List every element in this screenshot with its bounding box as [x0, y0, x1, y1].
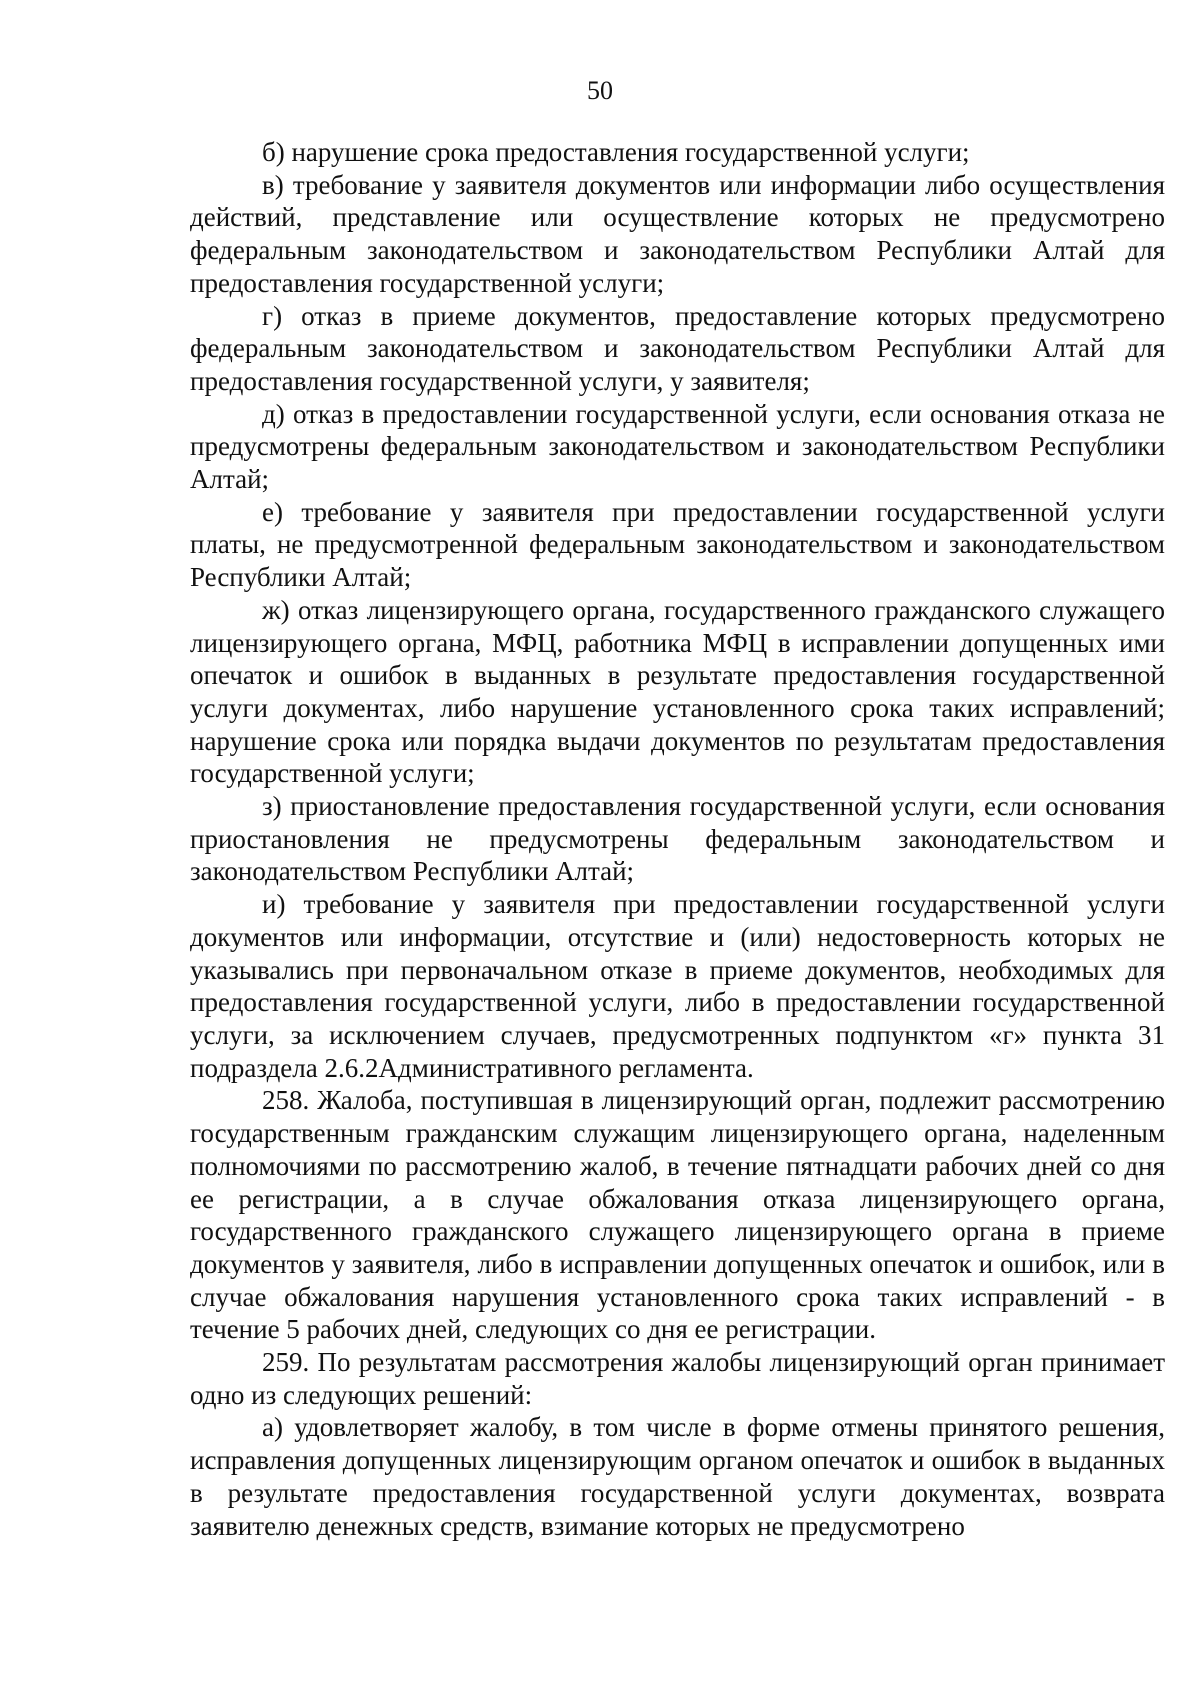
paragraph-b: б) нарушение срока предоставления государственной услуги;	[262, 137, 970, 167]
paragraph-v: в) требование у заявителя документов или информации либо осуществления действий, представление или осуществление которых не предусмотрено федеральным законодательством и законодательством Республики Алтай для предоставления государственной услуги;	[190, 169, 1165, 298]
paragraph-g: г) отказ в приеме документов, предоставление которых предусмотрено федеральным законодательством и законодательством Республики Алтай для предоставления государственной услуги, у заявителя;	[190, 300, 1165, 396]
paragraph-d: д) отказ в предоставлении государственной услуги, если основания отказа не предусмотрены федеральным законодательством и законодательством Республики Алтай;	[190, 398, 1165, 495]
document-body	[190, 136, 1165, 1542]
paragraph-258: 258. Жалоба, поступившая в лицензирующий орган, подлежит рассмотрению государственным гражданским служащим лицензирующего органа, наделенным полномочиями по рассмотрению жалоб, в течение пятнадцати рабочих дней со дня ее регистрации, а в случае обжалования отказа лицензирующего органа, государственного гражданского служащего лицензирующего органа в приеме документов у заявителя, либо в исправлении допущенных опечаток и ошибок, или в случае обжалования нарушения установленного срока таких исправлений - в течение 5 рабочих дней, следующих со дня ее регистрации.	[190, 1085, 1165, 1345]
paragraph-i: и) требование у заявителя при предоставлении государственной услуги документов или информации, отсутствие и (или) недостоверность которых не указывались при первоначальном отказе в приеме документов, необходимых для предоставления государственной услуги, либо в предоставлении государственной услуги, за исключением случаев, предусмотренных подпунктом «г» пункта 31 подраздела 2.6.2Административного регламента.	[190, 889, 1165, 1083]
paragraph-e: е) требование у заявителя при предоставлении государственной услуги платы, не предусмотренной федеральным законодательством и законодательством Республики Алтай;	[190, 496, 1165, 593]
page-number: 50	[587, 76, 613, 105]
paragraph-z: з) приостановление предоставления государственной услуги, если основания приостановления не предусмотрены федеральным законодательством и законодательством Республики Алтай;	[190, 791, 1165, 887]
paragraph-259: 259. По результатам рассмотрения жалобы лицензирующий орган принимает одно из следующих решений:	[190, 1347, 1165, 1410]
paragraph-a: а) удовлетворяет жалобу, в том числе в форме отмены принятого решения, исправления допущенных лицензирующим органом опечаток и ошибок в выданных в результате предоставления государственной услуги документах, возврата заявителю денежных средств, взимание которых не предусмотрено	[190, 1412, 1165, 1541]
paragraph-zh: ж) отказ лицензирующего органа, государственного гражданского служащего лицензирующего органа, МФЦ, работника МФЦ в исправлении допущенных ими опечаток и ошибок в выданных в результате предоставления государственной услуги документах, либо нарушение установленного срока таких исправлений; нарушение срока или порядка выдачи документов по результатам предоставления государственной услуги;	[190, 594, 1165, 789]
